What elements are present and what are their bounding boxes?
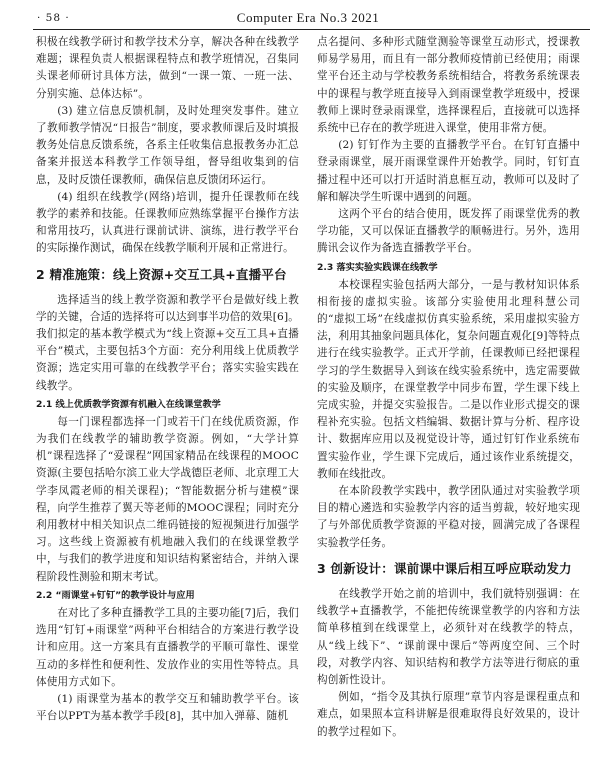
- section-heading: 3 创新设计：课前课中课后相互呼应联动发力: [317, 560, 572, 576]
- paragraph: (2) 钉钉作为主要的直播教学平台。在钉钉直播中登录雨课堂，展开雨课堂课件开始教学。同时，钉钉直播过程中还可以打开适时消息框互动，教师可以及时了解和解决学生听课中遇到的问题。: [317, 139, 580, 203]
- paragraph: 本校课程实验包括两大部分，一是与教材知识体系相衔接的虚拟实验。该部分实验使用北理科慧公司的“虚拟工场”在线虚拟仿真实验系统，采用虚拟实验方法，利用其抽象问题具体化，复杂问题直观化[9]等特点进行在线实验教学。正式开学前，任课教师已经把课程学习的学生数据导入到该在线实验系统中，选定需要做的实验及顺序，在课堂教学中同步布置，学生课下线上完成实验，并提交实验报告。二是以作业形式提交的课程补充实验。包括文档编辑、数据计算与分析、程序设计、数据库应用以及视觉设计等，通过钉钉作业系统布置实验作业，学生课下完成后，通过该作业系统提交，教师在线批改。: [317, 278, 580, 480]
- page-number: · 58 ·: [37, 12, 70, 24]
- paragraph: 在线教学开始之前的培训中，我们就特别强调：在线教学+直播教学，不能把传统课堂教学的内容和方法简单移植到在线课堂上，必须针对在线教学的特点，从“线上线下”、“课前课中课后”等两度空间、三个时段，对教学内容、知识结构和教学方法等进行彻底的重构创新性设计。: [317, 587, 580, 686]
- paragraph: 在本阶段教学实践中，教学团队通过对实验教学项目的精心遴选和实验教学内容的适当剪裁，较好地实现了与外部优质教学资源的平稳对接，圆满完成了各课程实验教学任务。: [317, 485, 580, 549]
- subsection-heading: 2.1 线上优质教学资源有机融入在线课堂教学: [36, 398, 221, 410]
- paragraph: 积极在线教学研讨和教学技术分享，解决各种在线教学难题；课程负责人根据课程特点和教学班情况，召集同头课老师研讨具体方法，做到“一课一策、一班一法、分别实施、总体达标”。: [36, 36, 299, 100]
- journal-title: Computer Era No.3 2021: [236, 10, 380, 25]
- left-column: [36, 34, 299, 725]
- paragraph: 例如，“指令及其执行原理”章节内容是课程重点和难点，如果照本宣科讲解是很难取得良好效果的，设计的教学过程如下。: [317, 691, 580, 738]
- header-rule: [33, 29, 590, 30]
- section-heading: 2 精准施策：线上资源+交互工具+直播平台: [36, 266, 287, 282]
- paragraph: 这两个平台的结合使用，既发挥了雨课堂优秀的教学功能，又可以保证直播教学的顺畅进行。另外，选用腾讯会议作为备选直播教学平台。: [317, 208, 580, 255]
- right-column: [317, 34, 580, 741]
- paragraph: (3) 建立信息反馈机制，及时处理突发事件。建立了教师教学情况“日报告”制度，要求教师课后及时填报教务处信息反馈系统，各系主任收集信息报教务办汇总备案并报送本科教学工作领导组，督导组收集到的信息，及时反馈任课教师，确保信息反馈闭环运行。: [36, 104, 299, 186]
- paragraph: 在对比了多种直播教学工具的主要功能[7]后，我们选用“钉钉+雨课堂”两种平台相结合的方案进行教学设计和应用。这一方案具有直播教学的平顺可靠性、课堂互动的多样性和便利性、发放作业的实用性等特点。具体使用方式如下。: [36, 606, 299, 688]
- paragraph: (4) 组织在线教学(网络)培训，提升任课教师在线教学的素养和技能。任课教师应熟练掌握平台操作方法和常用技巧，认真进行课前试讲、演练，进行教学平台的实际操作测试，确保在线教学顺利开展和正常进行。: [36, 190, 299, 255]
- subsection-heading: 2.2 “雨课堂+钉钉”的教学设计与应用: [36, 589, 195, 601]
- paragraph: 每一门课程都选择一门或若干门在线优质资源，作为我们在线教学的辅助教学资源。例如，“大学计算机”课程选择了“爱课程”网国家精品在线课程的MOOC资源(主要包括哈尔滨工业大学战德臣老师、北京理工大学李凤霞老师的相关课程)；“智能数据分析与建模”课程，向学生推荐了翼天等老师的MOOC课程；同时充分利用教材中相关知识点二维码链接的短视频进行加强学习。这些线上资源被有机地融入我们的在线课堂教学中，与我们的教学进度和知识结构紧密结合，并纳入课程阶段性测验和期末考试。: [36, 415, 299, 583]
- paragraph: (1) 雨课堂为基本的教学交互和辅助教学平台。该平台以PPT为基本教学手段[8]，其中加入弹幕、随机: [36, 692, 299, 723]
- paragraph: 选择适当的线上教学资源和教学平台是做好线上教学的关键，合适的选择将可以达到事半功倍的效果[6]。我们拟定的基本教学模式为“线上资源+交互工具+直播平台”模式，主要包括3个方面：充分利用线上优质教学资源；选定实用可靠的在线教学平台；落实实验实践在线教学。: [36, 293, 299, 392]
- page-header: [0, 0, 616, 34]
- paragraph: 点名提问、多种形式随堂测验等课堂互动形式，授课教师易学易用，而且有一部分教师疫情前已经使用；雨课堂平台还主动与学校教务系统相结合，将教务系统课表中的课程与教学班直接导入到雨课堂教学班级中，授课教师上课时登录雨课堂，选择课程后，直接就可以选择系统中已存在的教学班进入课堂，使用非常方便。: [317, 36, 580, 135]
- subsection-heading: 2.3 落实实验实践课在线教学: [317, 261, 438, 273]
